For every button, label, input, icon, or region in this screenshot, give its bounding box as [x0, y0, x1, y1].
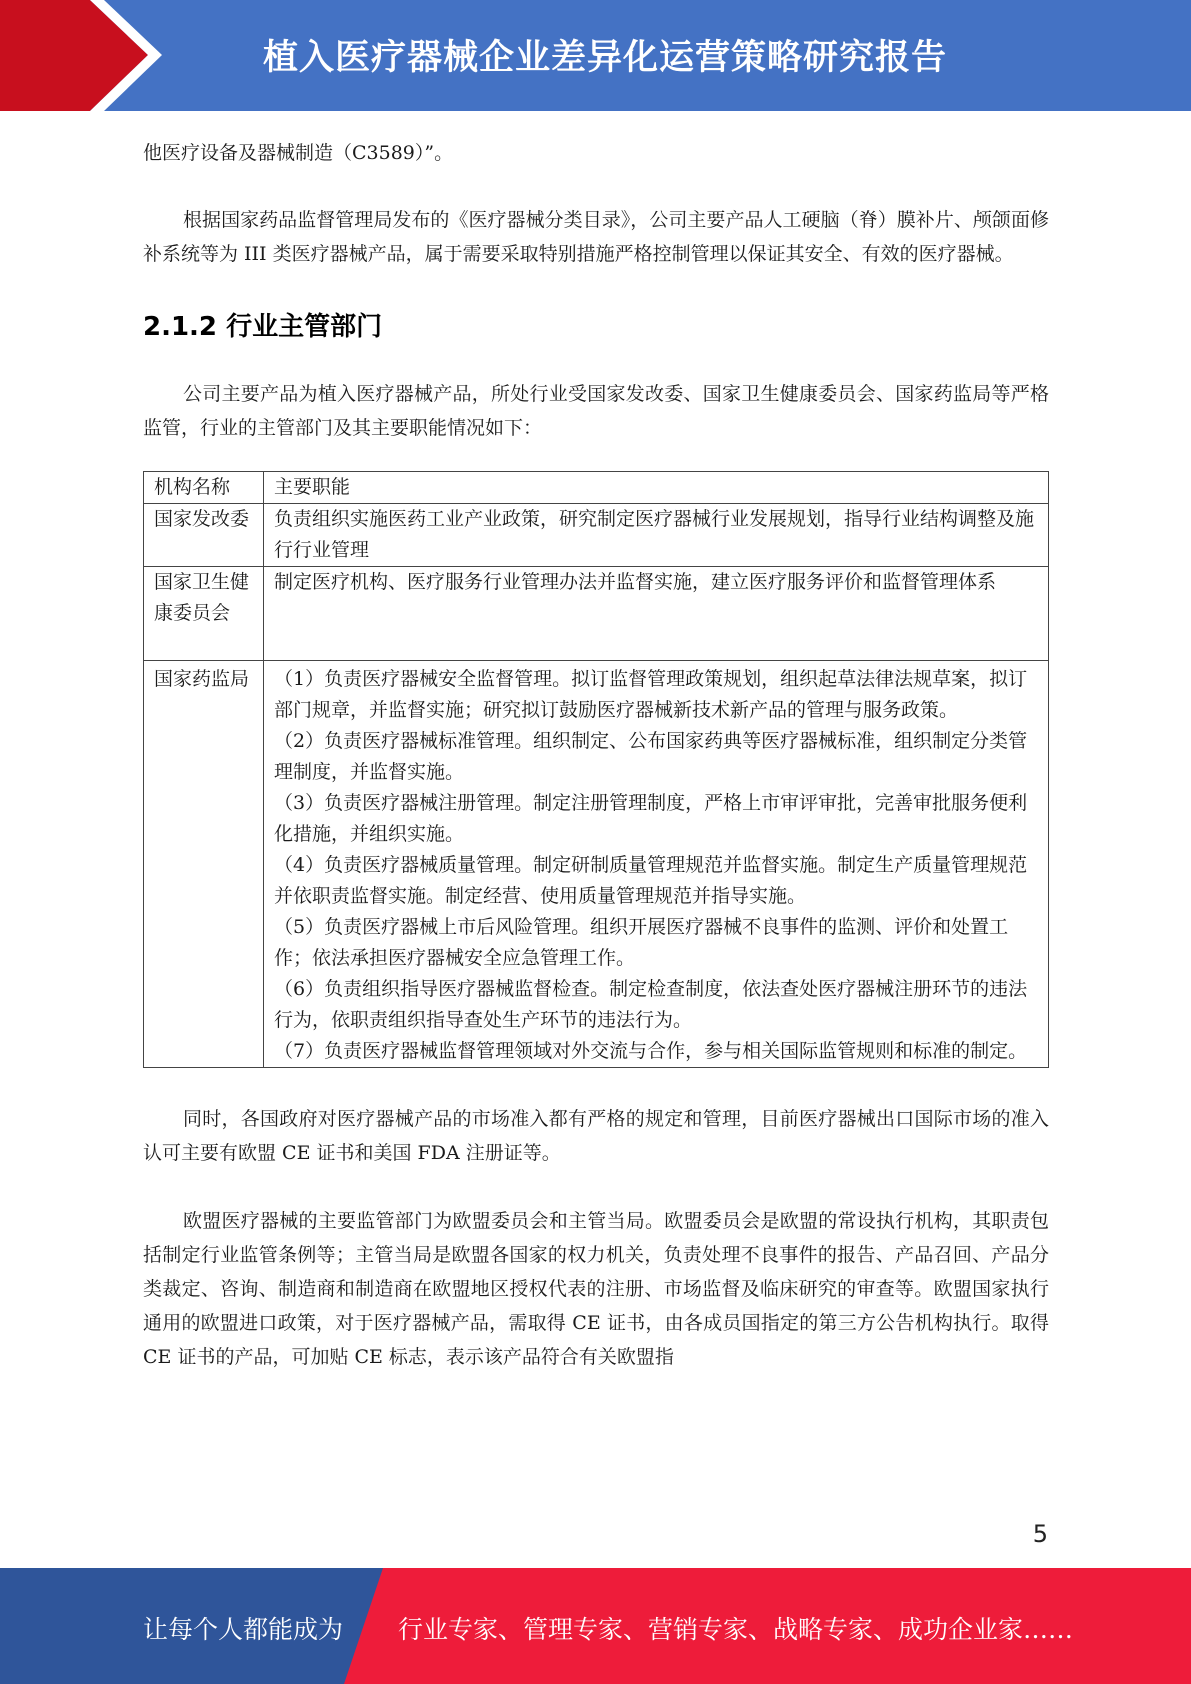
table-cell-org: 国家发改委 [144, 504, 264, 567]
paragraph: 欧盟医疗器械的主要监管部门为欧盟委员会和主管当局。欧盟委员会是欧盟的常设执行机构，其职责包括制定行业监管条例等；主管当局是欧盟各国家的权力机关，负责处理不良事件的报告、产品召回、产品分类裁定、咨询、制造商和制造商在欧盟地区授权代表的注册、市场监督及临床研究的审查等。欧盟国家执行通用的欧盟进口政策，对于医疗器械产品，需取得 CE 证书，由各成员国指定的第三方公告机构执行。取得 CE 证书的产品，可加贴 CE 标志，表示该产品符合有关欧盟指 [143, 1210, 1049, 1368]
authority-table [143, 471, 1049, 1068]
duty-item: （7）负责医疗器械监督管理领域对外交流与合作，参与相关国际监管规则和标准的制定。 [274, 1040, 1028, 1062]
footer-slogan-right: 行业专家、管理专家、营销专家、战略专家、成功企业家…… [398, 1615, 1074, 1644]
paragraph: 同时，各国政府对医疗器械产品的市场准入都有严格的规定和管理，目前医疗器械出口国际市场的准入认可主要有欧盟 CE 证书和美国 FDA 注册证等。 [143, 1108, 1049, 1164]
footer-slogan-left: 让每个人都能成为 [143, 1615, 344, 1644]
footer-banner [0, 1568, 1191, 1684]
report-title: 植入医疗器械企业差异化运营策略研究报告 [263, 38, 948, 78]
table-row [144, 661, 1049, 1068]
page-content [143, 136, 1049, 1374]
table-cell-org: 国家卫生健康委员会 [144, 567, 264, 661]
paragraph: 根据国家药品监督管理局发布的《医疗器械分类目录》，公司主要产品人工硬脑（脊）膜补片、颅颌面修补系统等为 III 类医疗器械产品，属于需要采取特别措施严格控制管理以保证其安全、有效的医疗器械。 [143, 209, 1049, 265]
paragraph: 他医疗设备及器械制造（C3589）”。 [143, 142, 454, 164]
duty-item: （5）负责医疗器械上市后风险管理。组织开展医疗器械不良事件的监测、评价和处置工作；依法承担医疗器械安全应急管理工作。 [274, 916, 1009, 969]
table-cell-org: 国家药监局 [144, 661, 264, 1068]
table-cell-duty [264, 661, 1049, 1068]
header-banner [0, 0, 1191, 111]
duty-item: （6）负责组织指导医疗器械监督检查。制定检查制度，依法查处医疗器械注册环节的违法行为，依职责组织指导查处生产环节的违法行为。 [274, 978, 1028, 1031]
page-number: 5 [1032, 1520, 1048, 1548]
duty-item: （2）负责医疗器械标准管理。组织制定、公布国家药典等医疗器械标准，组织制定分类管理制度，并监督实施。 [274, 730, 1028, 783]
table-row [144, 504, 1049, 567]
table-header-cell: 机构名称 [144, 472, 264, 504]
duty-item: （3）负责医疗器械注册管理。制定注册管理制度，严格上市审评审批，完善审批服务便利化措施，并组织实施。 [274, 792, 1028, 845]
duty-item: （4）负责医疗器械质量管理。制定研制质量管理规范并监督实施。制定生产质量管理规范并依职责监督实施。制定经营、使用质量管理规范并指导实施。 [274, 854, 1028, 907]
paragraph: 公司主要产品为植入医疗器械产品，所处行业受国家发改委、国家卫生健康委员会、国家药监局等严格监管，行业的主管部门及其主要职能情况如下： [143, 383, 1049, 439]
table-cell-duty: 负责组织实施医药工业产业政策，研究制定医疗器械行业发展规划，指导行业结构调整及施行行业管理 [264, 504, 1049, 567]
table-header-cell: 主要职能 [264, 472, 1049, 504]
section-heading: 2.1.2 行业主管部门 [143, 312, 383, 342]
table-row [144, 567, 1049, 661]
table-header-row [144, 472, 1049, 504]
table-cell-duty: 制定医疗机构、医疗服务行业管理办法并监督实施，建立医疗服务评价和监督管理体系 [264, 567, 1049, 661]
duty-item: （1）负责医疗器械安全监督管理。拟订监督管理政策规划，组织起草法律法规草案，拟订部门规章，并监督实施；研究拟订鼓励医疗器械新技术新产品的管理与服务政策。 [274, 668, 1028, 721]
